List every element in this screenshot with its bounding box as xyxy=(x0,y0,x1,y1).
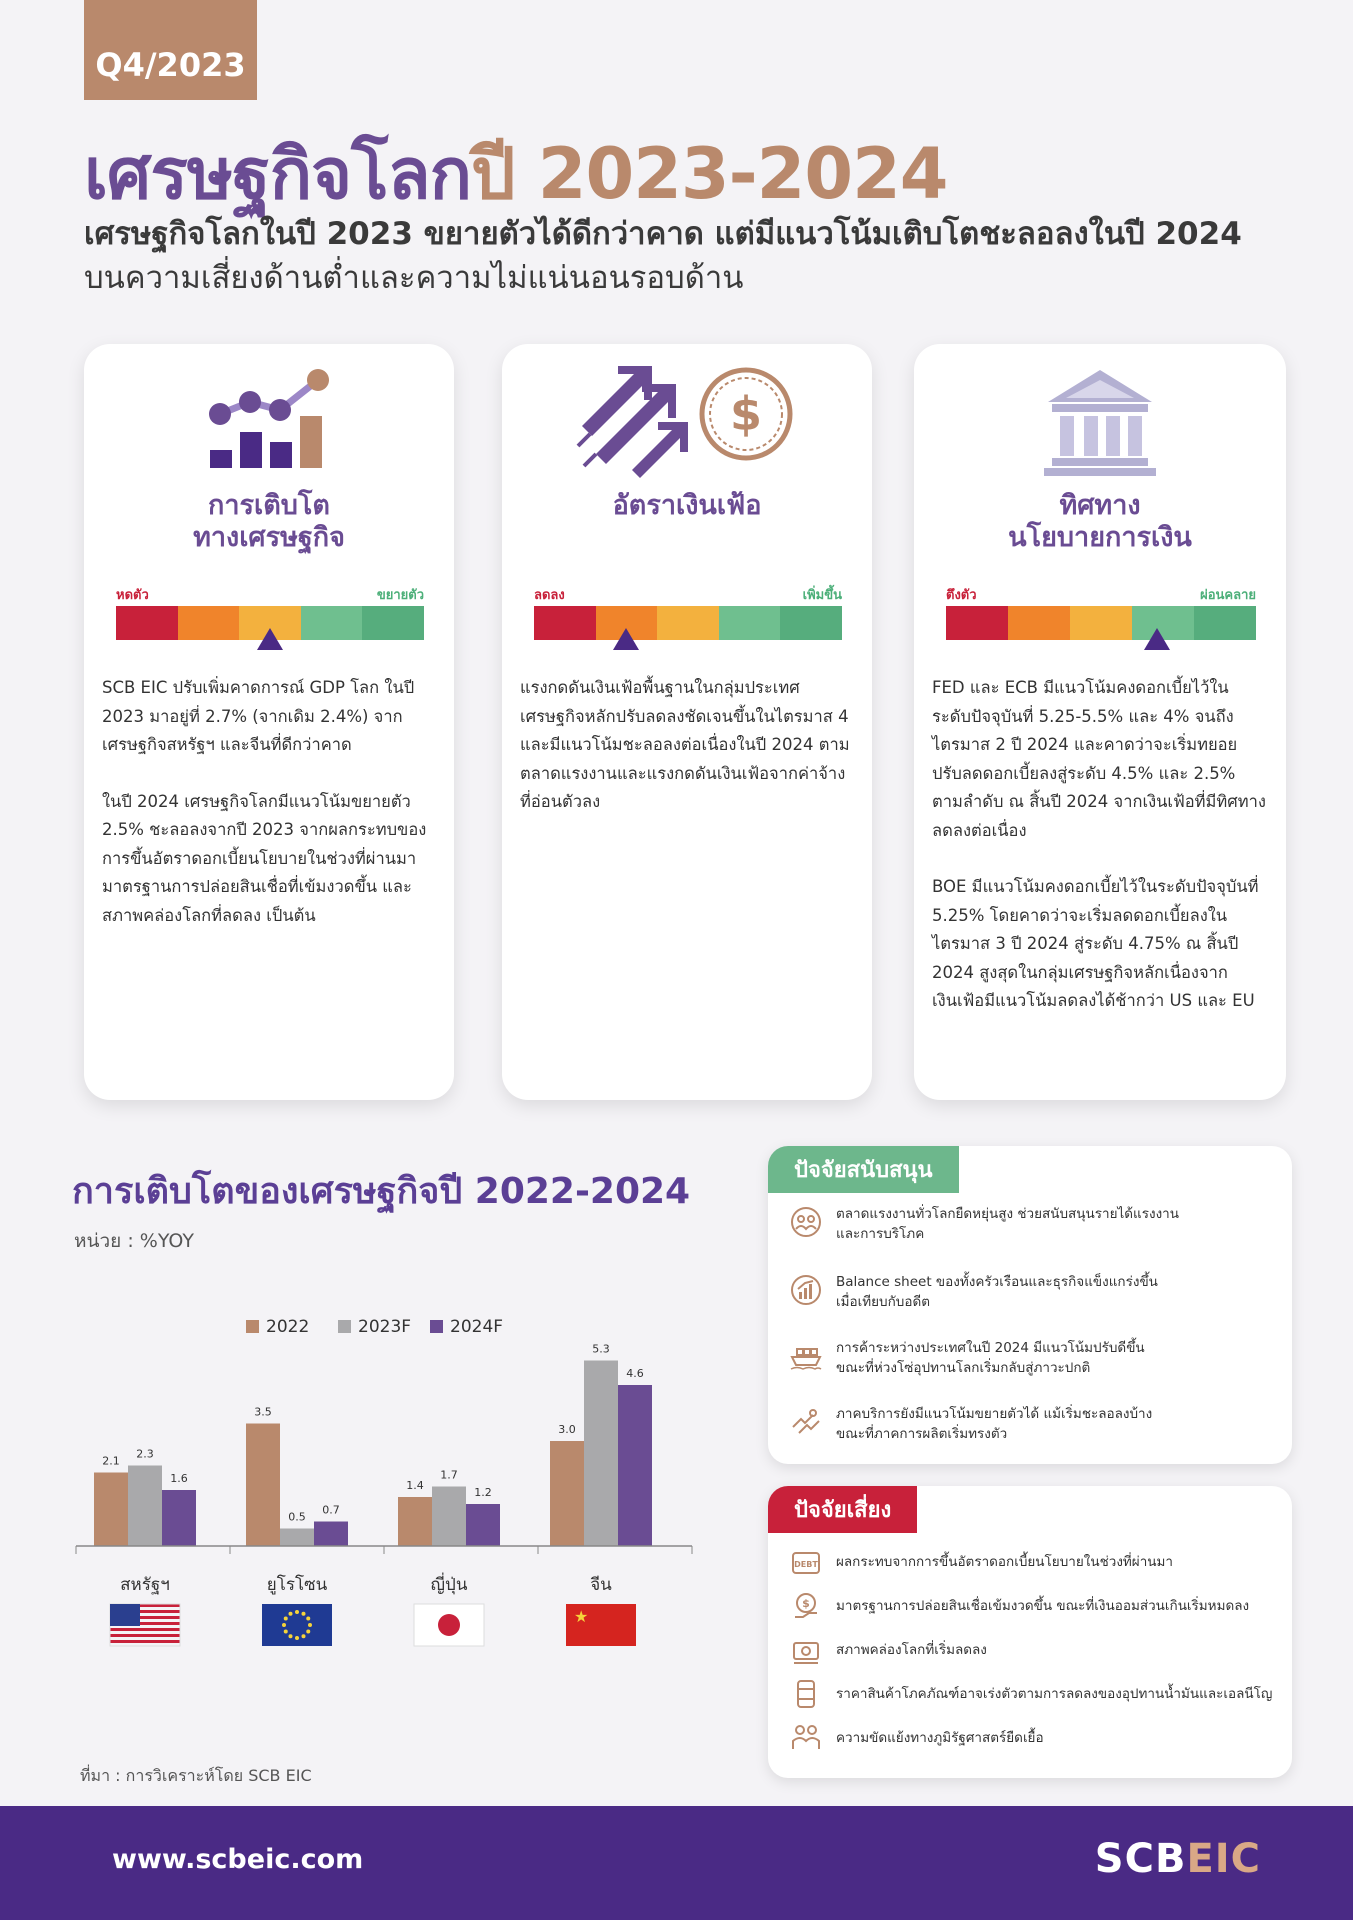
gauge-segment xyxy=(811,606,842,640)
eu-flag-star xyxy=(302,1612,306,1616)
gauge-segment xyxy=(301,606,332,640)
chart-bar xyxy=(466,1504,500,1546)
card-title: อัตราเงินเฟ้อ xyxy=(612,490,762,521)
chart-bar xyxy=(246,1424,280,1547)
gauge-bar xyxy=(534,606,842,640)
quarter-tag: Q4/2023 xyxy=(84,0,257,100)
gauge-scale-labels xyxy=(946,584,1256,603)
support-factors-panel xyxy=(768,1146,1292,1464)
eu-flag-star xyxy=(306,1630,310,1634)
gauge-segment xyxy=(946,606,977,640)
risk-item-text: สภาพคล่องโลกที่เริ่มลดลง xyxy=(836,1642,987,1658)
chart-bar xyxy=(280,1529,314,1547)
us-flag-canton xyxy=(110,1604,140,1626)
bar-value-label: 0.5 xyxy=(288,1510,306,1524)
card-economic-growth xyxy=(84,344,454,1100)
chart-bar xyxy=(94,1473,128,1547)
gauge-label-left: ตึงตัว xyxy=(946,588,977,603)
page-subtitle xyxy=(84,212,1284,300)
logo-scb-text: SCB xyxy=(1094,1836,1187,1882)
us-flag-stripe xyxy=(110,1640,180,1643)
risk-item-text: ความขัดแย้งทางภูมิรัฐศาสตร์ยืดเยื้อ xyxy=(836,1730,1044,1746)
chart-bar xyxy=(162,1490,196,1546)
chart-bar xyxy=(584,1361,618,1547)
card-paragraph: BOE มีแนวโน้มคงดอกเบี้ยไว้ในระดับปัจจุบันที่ 5.25% โดยคาดว่าจะเริ่มลดดอกเบี้ยลงในไตรมาส 3 ปี 2024 สู่ระดับ 4.75% ณ สิ้นปี 2024 สูงสุดในกลุ่มเศรษฐกิจหลักเนื่องจากเงินเฟ้อมีแนวโน้มลดลงได้ช้ากว่า US และ EU xyxy=(932,877,1259,1010)
card-paragraph: แรงกดดันเงินเฟ้อพื้นฐานในกลุ่มประเทศเศรษฐกิจหลักปรับลดลงชัดเจนขึ้นในไตรมาส 4 และมีแนวโน้มชะลอลงต่อเนื่องในปี 2024 ตามตลาดแรงงานและแรงกดดันเงินเฟ้อจากค่าจ้างที่อ่อนตัวลง xyxy=(520,678,850,811)
eu-flag-star xyxy=(289,1634,293,1638)
gauge-segment xyxy=(565,606,596,640)
gauge-scale-labels xyxy=(116,584,424,603)
category-label: ญี่ปุ่น xyxy=(430,1575,468,1595)
card-description xyxy=(102,674,434,958)
support-item xyxy=(788,1338,1278,1378)
gauge-segment xyxy=(147,606,178,640)
chart-bar xyxy=(550,1441,584,1546)
category-label: สหรัฐฯ xyxy=(120,1575,170,1595)
card-inflation xyxy=(502,344,872,1100)
gauge-marker xyxy=(257,628,283,650)
bank-building-icon xyxy=(914,366,1286,476)
bar-value-label: 5.3 xyxy=(592,1342,610,1356)
inflation-arrows-icon xyxy=(502,366,872,476)
support-item xyxy=(788,1204,1278,1244)
legend-label: 2022 xyxy=(266,1317,310,1337)
eu-flag-star xyxy=(295,1636,299,1640)
legend-label: 2024F xyxy=(450,1317,504,1337)
svg-text:$: $ xyxy=(729,387,763,441)
eu-flag-star xyxy=(306,1617,310,1621)
gauge-label-right: ขยายตัว xyxy=(376,588,424,603)
risk-factors-title: ปัจจัยเสี่ยง xyxy=(768,1486,917,1533)
oil-barrel-icon xyxy=(788,1676,824,1712)
page-title-part2: ปี 2023-2024 xyxy=(471,133,948,215)
growth-chart-icon xyxy=(84,366,454,476)
chart-bar xyxy=(314,1522,348,1547)
gauge-segment xyxy=(208,606,239,640)
risk-item xyxy=(788,1720,1278,1756)
card-monetary-policy xyxy=(914,344,1286,1100)
bar-value-label: 0.7 xyxy=(322,1503,340,1517)
china-flag-star: ★ xyxy=(574,1607,589,1626)
risk-item xyxy=(788,1632,1278,1668)
gauge-segment xyxy=(393,606,424,640)
gauge-segment xyxy=(332,606,363,640)
gauge-label-left: ลดลง xyxy=(534,588,565,603)
geopolitics-icon xyxy=(788,1720,824,1756)
risk-factors-panel xyxy=(768,1486,1292,1778)
risk-item-text: มาตรฐานการปล่อยสินเชื่อเข้มงวดขึ้น ขณะที่เงินออมส่วนเกินเริ่มหมดลง xyxy=(836,1598,1250,1614)
eu-flag-star xyxy=(302,1634,306,1638)
balance-sheet-icon xyxy=(788,1272,824,1308)
liquidity-icon xyxy=(788,1632,824,1668)
gauge-segment xyxy=(116,606,147,640)
gauge-segment xyxy=(1008,606,1039,640)
subtitle-line-2: บนความเสี่ยงด้านต่ำและความไม่แน่นอนรอบด้าน xyxy=(84,260,744,296)
support-item-text: การค้าระหว่างประเทศในปี 2024 มีแนวโน้มปรับดีขึ้น ขณะที่ห่วงโซ่อุปทานโลกเริ่มกลับสู่ภาวะปกติ xyxy=(836,1340,1145,1376)
gauge-segment xyxy=(534,606,565,640)
bar-value-label: 1.2 xyxy=(474,1486,492,1499)
chart-unit: หน่วย : %YOY xyxy=(74,1230,194,1252)
category-label: จีน xyxy=(590,1575,612,1595)
gauge-segment xyxy=(1194,606,1225,640)
gauge-segment xyxy=(1101,606,1132,640)
gauge-segment xyxy=(362,606,393,640)
legend-swatch xyxy=(246,1320,259,1333)
source-note: ที่มา : การวิเคราะห์โดย SCB EIC xyxy=(80,1766,312,1785)
gdp-growth-chart xyxy=(70,1300,710,1670)
gauge-segment xyxy=(1225,606,1256,640)
bar-value-label: 2.3 xyxy=(136,1447,154,1461)
eu-flag-star xyxy=(284,1617,288,1621)
legend-swatch xyxy=(338,1320,351,1333)
chart-bar xyxy=(128,1466,162,1547)
us-flag-stripe xyxy=(110,1628,180,1631)
eu-flag-star xyxy=(284,1630,288,1634)
gauge-marker xyxy=(1144,628,1170,650)
website-link[interactable]: www.scbeic.com xyxy=(112,1844,364,1875)
gauge-segment xyxy=(750,606,781,640)
risk-item-text: ราคาสินค้าโภคภัณฑ์อาจเร่งตัวตามการลดลงของอุปทานน้ำมันและเอลนีโญ xyxy=(836,1686,1273,1702)
bar-value-label: 4.6 xyxy=(626,1367,644,1380)
card-paragraph: SCB EIC ปรับเพิ่มคาดการณ์ GDP โลก ในปี 2023 มาอยู่ที่ 2.7% (จากเดิม 2.4%) จากเศรษฐกิจสหรัฐฯ และจีนที่ดีกว่าคาด xyxy=(102,678,415,754)
eu-flag-star xyxy=(295,1610,299,1614)
gauge-segment xyxy=(780,606,811,640)
gauge-segment xyxy=(657,606,688,640)
gauge-marker xyxy=(613,628,639,650)
card-description xyxy=(520,674,852,845)
service-hand-icon xyxy=(788,1404,824,1440)
card-title: การเติบโต ทางเศรษฐกิจ xyxy=(193,490,345,553)
gauge-segment xyxy=(719,606,750,640)
gauge-segment xyxy=(178,606,209,640)
chart-bar xyxy=(432,1487,466,1547)
risk-item xyxy=(788,1588,1278,1624)
bar-value-label: 3.0 xyxy=(558,1423,576,1436)
bar-value-label: 3.5 xyxy=(254,1405,272,1419)
eu-flag-star xyxy=(282,1623,286,1627)
us-flag-stripe xyxy=(110,1634,180,1637)
chart-bar xyxy=(618,1385,652,1546)
bar-value-label: 1.7 xyxy=(440,1468,458,1482)
support-item-text: ภาคบริการยังมีแนวโน้มขยายตัวได้ แม้เริ่มชะลอลงบ้าง ขณะที่ภาคการผลิตเริ่มทรงตัว xyxy=(836,1406,1153,1442)
credit-standard-icon xyxy=(788,1588,824,1624)
gauge-scale-labels xyxy=(534,584,842,603)
debt-icon xyxy=(788,1544,824,1580)
eu-flag-star xyxy=(308,1623,312,1627)
chart-bar xyxy=(398,1497,432,1546)
legend-swatch xyxy=(430,1320,443,1333)
card-description xyxy=(932,674,1266,1044)
card-paragraph: ในปี 2024 เศรษฐกิจโลกมีแนวโน้มขยายตัว 2.5% ชะลอลงจากปี 2023 จากผลกระทบของการขึ้นอัตราดอกเบี้ยนโยบายในช่วงที่ผ่านมา มาตรฐานการปล่อยสินเชื่อที่เข้มงวดขึ้น และสภาพคล่องโลกที่ลดลง เป็นต้น xyxy=(102,791,427,925)
bar-value-label: 2.1 xyxy=(102,1454,120,1468)
gauge-segment xyxy=(688,606,719,640)
gauge-segment xyxy=(1070,606,1101,640)
footer xyxy=(0,1806,1353,1920)
scb-eic-logo xyxy=(1095,1836,1261,1882)
legend-label: 2023F xyxy=(358,1317,412,1337)
support-item-text: Balance sheet ของทั้งครัวเรือนและธุรกิจแข็งแกร่งขึ้น เมื่อเทียบกับอดีต xyxy=(836,1274,1158,1310)
risk-item xyxy=(788,1544,1278,1580)
chart-title: การเติบโตของเศรษฐกิจปี 2022-2024 xyxy=(72,1171,691,1212)
bar-value-label: 1.6 xyxy=(170,1472,188,1485)
category-label: ยูโรโซน xyxy=(266,1575,328,1595)
gauge-bar xyxy=(946,606,1256,640)
bar-value-label: 1.4 xyxy=(406,1479,424,1492)
svg-text:DEBT: DEBT xyxy=(794,1560,818,1569)
eu-flag-star xyxy=(289,1612,293,1616)
logo-eic-text: EIC xyxy=(1186,1836,1261,1882)
gauge-segment xyxy=(1039,606,1070,640)
gauge-label-right: เพิ่มขึ้น xyxy=(802,588,842,603)
labor-market-icon xyxy=(788,1204,824,1240)
page-title-part1: เศรษฐกิจโลก xyxy=(84,133,471,215)
support-item xyxy=(788,1272,1278,1312)
card-paragraph: FED และ ECB มีแนวโน้มคงดอกเบี้ยไว้ในระดับปัจจุบันที่ 5.25-5.5% และ 4% จนถึงไตรมาส 2 ปี 2024 และคาดว่าจะเริ่มทยอยปรับลดดอกเบี้ยลงสู่ระดับ 4.5% และ 2.5% ตามลำดับ ณ สิ้นปี 2024 จากเงินเฟ้อที่มีทิศทางลดลงต่อเนื่อง xyxy=(932,678,1266,840)
card-title: ทิศทาง นโยบายการเงิน xyxy=(1008,490,1192,553)
support-item-text: ตลาดแรงงานทั่วโลกยืดหยุ่นสูง ช่วยสนับสนุนรายได้แรงงาน และการบริโภค xyxy=(836,1206,1179,1242)
japan-flag-disc xyxy=(438,1614,460,1636)
cargo-ship-icon xyxy=(788,1338,824,1374)
support-item xyxy=(788,1404,1278,1444)
gauge-label-right: ผ่อนคลาย xyxy=(1200,588,1256,603)
svg-text:$: $ xyxy=(802,1597,810,1610)
support-factors-title: ปัจจัยสนับสนุน xyxy=(768,1146,959,1193)
gauge-label-left: หดตัว xyxy=(116,588,149,603)
gauge-segment xyxy=(977,606,1008,640)
risk-item-text: ผลกระทบจากการขึ้นอัตราดอกเบี้ยนโยบายในช่วงที่ผ่านมา xyxy=(836,1554,1174,1570)
risk-item xyxy=(788,1676,1278,1712)
subtitle-line-1: เศรษฐกิจโลกในปี 2023 ขยายตัวได้ดีกว่าคาด แต่มีแนวโน้มเติบโตชะลอลงในปี 2024 xyxy=(84,216,1242,252)
